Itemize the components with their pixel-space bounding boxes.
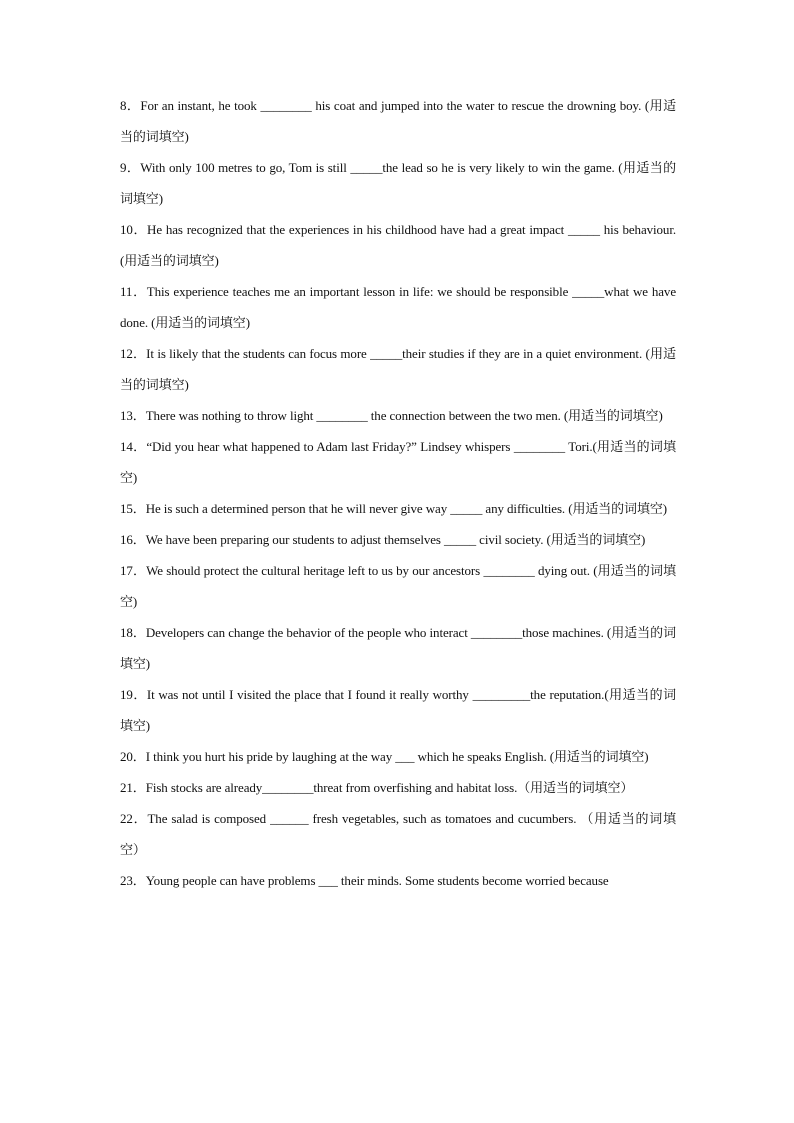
question-16: 16．We have been preparing our students to adjust themselves _____ civil society. (用适当的词填空) [120, 532, 646, 547]
question-8: 8．For an instant, he took ________ his coat and jumped into the water to rescue the drowning boy. (用适当的词填空) [120, 98, 676, 144]
question-11: 11．This experience teaches me an important lesson in life: we should be responsible _____what we have done. (用适当的词填空) [120, 284, 676, 330]
document-page [120, 90, 676, 896]
question-21: 21．Fish stocks are already________threat from overfishing and habitat loss.（用适当的词填空） [120, 780, 634, 795]
question-23: 23．Young people can have problems ___ their minds. Some students become worried because [120, 873, 609, 888]
question-10: 10．He has recognized that the experiences in his childhood have had a great impact _____ his behaviour. (用适当的词填空) [120, 222, 676, 268]
question-17: 17．We should protect the cultural heritage left to us by our ancestors ________ dying out. (用适当的词填空) [120, 563, 676, 609]
question-9: 9．With only 100 metres to go, Tom is still _____the lead so he is very likely to win the game. (用适当的词填空) [120, 160, 676, 206]
question-19: 19．It was not until I visited the place that I found it really worthy _________the reputation.(用适当的词填空) [120, 687, 676, 733]
question-20: 20．I think you hurt his pride by laughing at the way ___ which he speaks English. (用适当的词填空) [120, 749, 649, 764]
question-15: 15．He is such a determined person that he will never give way _____ any difficulties. (用适当的词填空) [120, 501, 667, 516]
question-12: 12．It is likely that the students can focus more _____their studies if they are in a quiet environment. (用适当的词填空) [120, 346, 676, 392]
question-13: 13．There was nothing to throw light ________ the connection between the two men. (用适当的词填空) [120, 408, 663, 423]
question-14: 14．“Did you hear what happened to Adam last Friday?” Lindsey whispers ________ Tori.(用适当的词填空) [120, 439, 676, 485]
question-18: 18．Developers can change the behavior of the people who interact ________those machines. (用适当的词填空) [120, 625, 676, 671]
question-22: 22．The salad is composed ______ fresh vegetables, such as tomatoes and cucumbers. （用适当的词填空） [120, 811, 676, 857]
